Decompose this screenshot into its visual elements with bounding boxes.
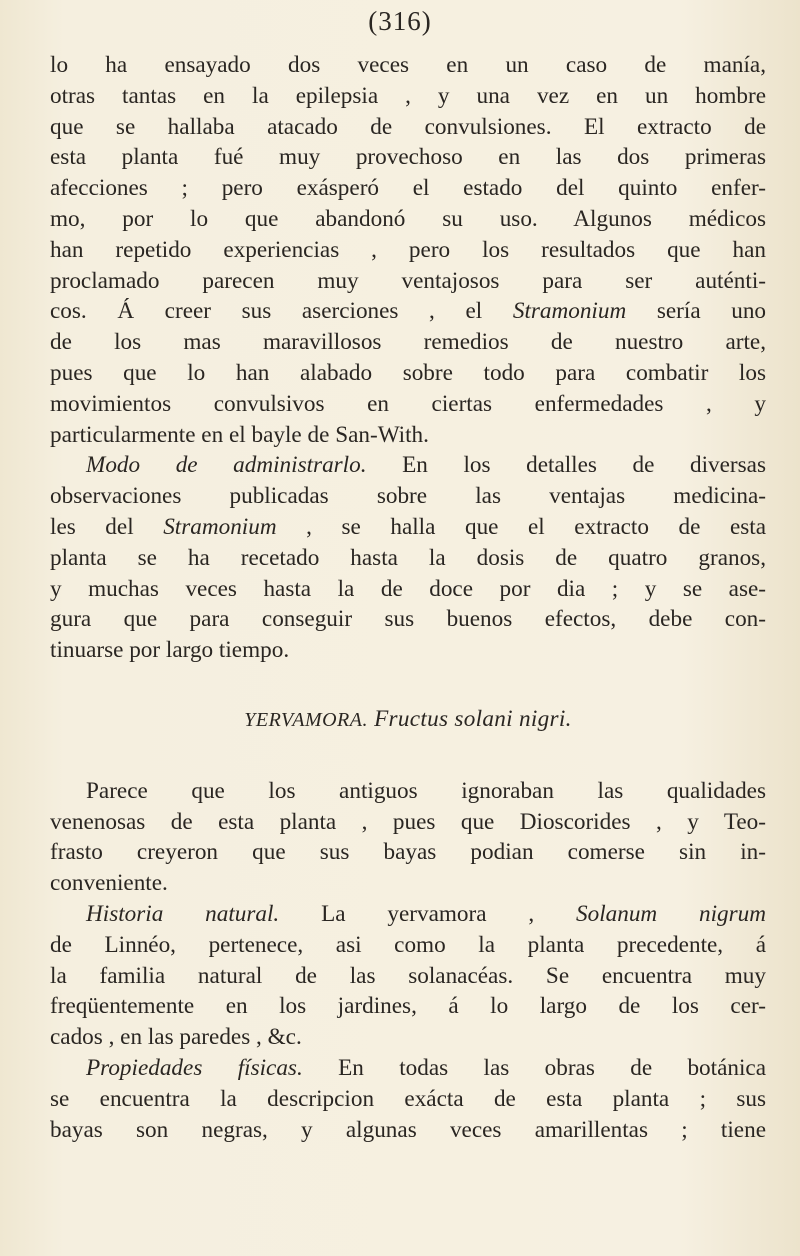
text-line: se encuentra la descripcion exácta de esta planta ; sus <box>50 1085 766 1112</box>
italic-term: Stramonium <box>163 513 277 540</box>
text-line: mo, por lo que abandonó su uso. Algunos médicos <box>50 205 766 232</box>
text-line: de los mas maravillosos remedios de nuestro arte, <box>50 329 766 356</box>
heading-latin: Fructus solani nigri. <box>374 705 572 732</box>
text-line: lo ha ensayado dos veces en un caso de manía, <box>50 52 766 78</box>
text-line: tinuarse por largo tiempo. <box>50 637 290 664</box>
text-line: venenosas de esta planta , pues que Dioscorides , y Teo- <box>50 808 766 835</box>
italic-term: Solanum nigrum <box>576 900 766 927</box>
section-lead: Propiedades físicas. <box>86 1054 303 1081</box>
text-line: pues que lo han alabado sobre todo para combatir los <box>50 359 766 386</box>
text-line: afecciones ; pero exásperó el estado del quinto enfer- <box>50 175 766 202</box>
text-line: Parece que los antiguos ignoraban las qualidades <box>86 777 766 804</box>
text-line: conveniente. <box>50 870 168 897</box>
text-line: de Linnéo, pertenece, asi como la planta precedente, á <box>50 931 766 958</box>
text-line: y muchas veces hasta la de doce por dia ; y se ase- <box>50 575 766 602</box>
body-text <box>50 50 766 1145</box>
italic-term: Stramonium <box>512 298 627 325</box>
text-line: han repetido experiencias , pero los resultados que han <box>50 236 766 263</box>
text-line: freqüentemente en los jardines, á lo largo de los cer- <box>50 993 766 1020</box>
text-line: proclamado parecen muy ventajosos para ser auténti- <box>50 267 766 294</box>
text-line: planta se ha recetado hasta la dosis de quatro granos, <box>50 544 766 571</box>
text-line: bayas son negras, y algunas veces amarillentas ; tiene <box>50 1116 766 1143</box>
section-lead: Historia natural. <box>86 900 280 927</box>
text-line: Historia natural. La yervamora , Solanum nigrum <box>86 900 766 927</box>
text-line: gura que para conseguir sus buenos efectos, debe con- <box>50 606 766 633</box>
text-line: frasto creyeron que sus bayas podian comerse sin in- <box>50 839 766 866</box>
text-line: cados , en las paredes , &c. <box>50 1024 302 1051</box>
text-line: movimientos convulsivos en ciertas enfermedades , y <box>50 390 766 417</box>
text-line: Modo de administrarlo. En los detalles de diversas <box>86 452 766 479</box>
text-line: les del Stramonium , se halla que el extracto de esta <box>50 513 767 540</box>
text-line: otras tantas en la epilepsia , y una vez en un hombre <box>50 82 766 109</box>
page-number: (316) <box>368 6 432 36</box>
text-line: particularmente en el bayle de San-With. <box>50 421 429 448</box>
text-line: Propiedades físicas. En todas las obras de botánica <box>86 1054 766 1081</box>
heading-smallcaps: YERVAMORA. <box>244 708 368 731</box>
text-line: observaciones publicadas sobre las ventajas medicina- <box>50 483 766 510</box>
section-lead: Modo de administrarlo. <box>86 452 367 479</box>
text-line: esta planta fué muy provechoso en las dos primeras <box>50 144 766 171</box>
text-line: que se hallaba atacado de convulsiones. El extracto de <box>50 113 766 140</box>
text-line: cos. Á creer sus aserciones , el Stramonium sería uno <box>50 298 767 325</box>
text-line: la familia natural de las solanacéas. Se encuentra muy <box>50 962 766 989</box>
section-heading <box>50 704 766 736</box>
